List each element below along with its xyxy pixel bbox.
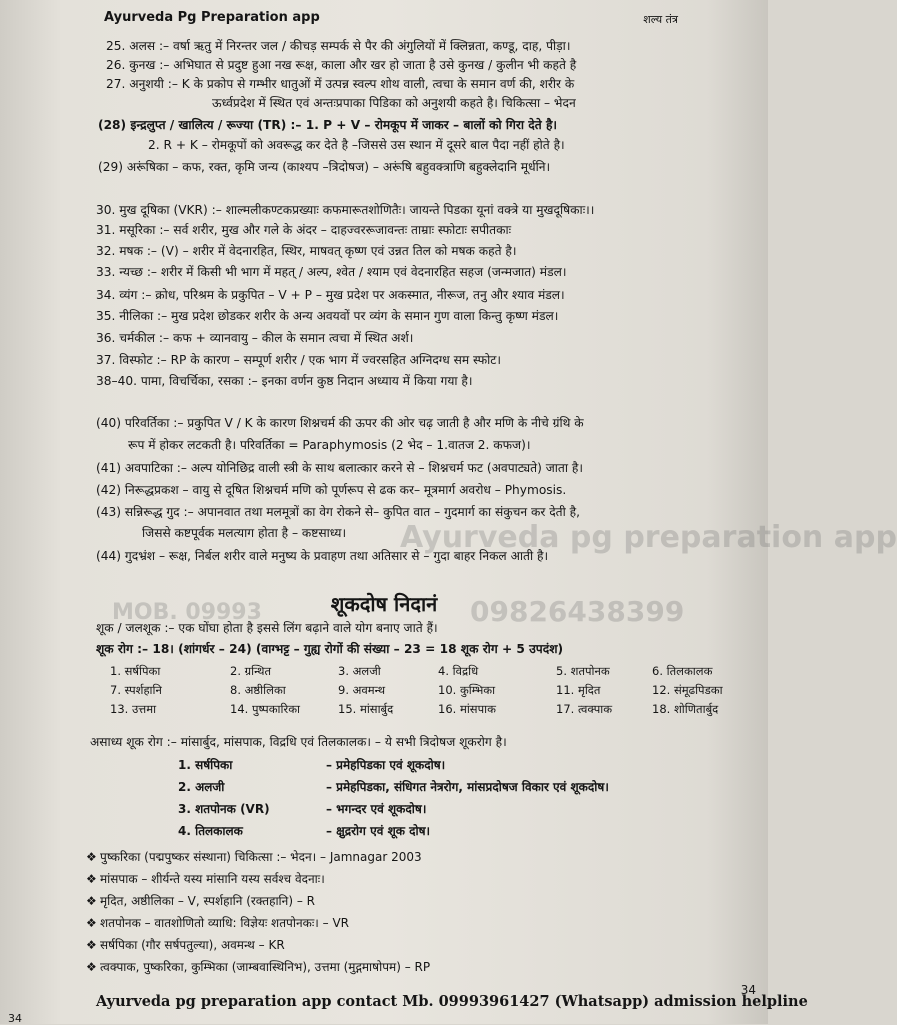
grid-cell: 1. सर्षपिका (110, 664, 161, 678)
section-name: शल्य तंत्र (643, 13, 678, 26)
text-line-l41: (41) अवपाटिका :– अल्प योनिछिद्र वाली स्त्री के साथ बलात्कार करने से – शिश्नचर्म फट (अवपाट्यते) जाता है। (96, 461, 583, 475)
diamond-bullet-icon: ❖ (86, 872, 97, 886)
grid-cell: 17. त्वक्पाक (556, 702, 613, 716)
diamond-bullet-icon: ❖ (86, 850, 97, 864)
grid-cell: 14. पुष्पकारिका (230, 702, 301, 716)
grid-cell: 3. अलजी (338, 664, 381, 678)
text-line-l33: 33. न्यच्छ :– शरीर में किसी भी भाग में महत् / अल्प, श्वेत / श्याम एवं वेदनारहित सहज (जन्मजात) मंडल। (96, 265, 567, 279)
asadhya-disease: 2. अलजी (178, 780, 225, 794)
app-name: Ayurveda Pg Preparation app (104, 10, 320, 25)
text-line-l25: 25. अलस :– वर्षा ऋतु में निरन्तर जल / कीचड़ सम्पर्क से पैर की अंगुलियों में क्लिन्नता, कण्डू, दाह, पीड़ा। (106, 39, 571, 53)
grid-row (104, 702, 744, 721)
grid-row (104, 664, 744, 683)
text-line-l27b: ऊर्ध्वप्रदेश में स्थित एवं अन्तःप्रपाका पिडिका को अनुशयी कहते है। चिकित्सा – भेदन (212, 96, 576, 110)
bullet-item (86, 914, 349, 936)
bullet-item (86, 870, 325, 892)
bullet-text: पुष्करिका (पद्मपुष्कर संस्थाना) चिकित्सा :– भेदन। – Jamnagar 2003 (100, 850, 422, 864)
text-line-l34: 34. व्यंग :– क्रोध, परिश्रम के प्रकुपित – V + P – मुख प्रदेश पर अकस्मात, नीरूज, तनु और श्याव मंडल। (96, 288, 565, 302)
text-line-s1: शूक / जलशूक :– एक घोंघा होता है इससे लिंग बढ़ाने वाले योग बनाए जाते हैं। (96, 621, 438, 635)
bullet-item (86, 958, 430, 980)
asadhya-disease: 1. सर्षपिका (178, 758, 233, 772)
text-line-l42: (42) निरूद्धप्रकश – वायु से दूषित शिश्नचर्म मणि को पूर्णरूप से ढक कर– मूत्रमार्ग अवरोध – Phymosis. (96, 483, 567, 497)
text-line-l43b: जिससे कष्टपूर्वक मलत्याग होता है – कष्टसाध्य। (142, 526, 347, 540)
asadhya-description: – प्रमेहपिडका, संधिगत नेत्ररोग, मांसप्रदोषज विकार एवं शूकदोष। (326, 780, 609, 794)
diamond-bullet-icon: ❖ (86, 960, 97, 974)
page-number: 34 (740, 983, 756, 997)
watermark-mob: MOB. 09993 (112, 600, 262, 625)
asadhya-disease: 3. शतपोनक (VR) (178, 802, 270, 816)
bullet-item (86, 892, 315, 914)
grid-cell: 10. कुम्भिका (438, 683, 496, 697)
bullet-text: मांसपाक – शीर्यन्ते यस्य मांसानि यस्य सर्वश्च वेदनाः। (100, 872, 325, 886)
text-line-s2: शूक रोग :– 18। (शांगर्धर – 24) (वाग्भट्ट – गुह्य रोगों की संख्या – 23 = 18 शूक रोग + 5 उपदंश) (96, 642, 564, 656)
asadhya-description: – प्रमेहपिडका एवं शूकदोष। (326, 758, 446, 772)
text-line-l26: 26. कुनख :– अभिघात से प्रदुष्ट हुआ नख रूक्ष, काला और खर हो जाता है उसे कुनख / कुलीन भी कहते है (106, 58, 577, 72)
bullet-text: शतपोनक – वातशोणितो व्याधि: विज्ञेयः शतपोनकः। – VR (100, 916, 350, 930)
grid-cell: 16. मांसपाक (438, 702, 496, 716)
grid-cell: 11. मृदित (556, 683, 601, 697)
section-title: शूकदोष निदानं (330, 592, 438, 616)
shuka-roga-list (104, 664, 744, 721)
text-line-s3: असाध्य शूक रोग :– मांसार्बुद, मांसपाक, विद्रधि एवं तिलकालक। – ये सभी त्रिदोषज शूकरोग है। (90, 735, 507, 749)
text-line-l40b: रूप में होकर लटकती है। परिवर्तिका = Paraphymosis (2 भेद – 1.वातज 2. कफज)। (128, 438, 531, 452)
asadhya-description: – भगन्दर एवं शूकदोष। (326, 802, 427, 816)
grid-cell: 9. अवमन्थ (338, 683, 386, 697)
text-line-l31: 31. मसूरिका :– सर्व शरीर, मुख और गले के अंदर – दाहज्वररूजावन्तः ताम्राः स्फोटाः सपीतकाः (96, 223, 512, 237)
bullet-item (86, 848, 422, 870)
diamond-bullet-icon: ❖ (86, 938, 97, 952)
asadhya-disease: 4. तिलकालक (178, 824, 243, 838)
grid-cell: 5. शतपोनक (556, 664, 610, 678)
text-line-l36: 36. चर्मकील :– कफ + व्यानवायु – कील के समान त्वचा में स्थित अर्श। (96, 331, 414, 345)
bullet-text: सर्षपिका (गौर सर्षपतुल्या), अवमन्थ – KR (100, 938, 285, 952)
text-line-l30: 30. मुख दूषिका (VKR) :– शाल्मलीकण्टकप्रख्याः कफमारूतशोणितैः। जायन्ते पिडका यूनां वक्त्रे या मुखदूषिकाः।। (96, 203, 595, 217)
grid-cell: 12. संमूढपिडका (652, 683, 723, 697)
bullet-text: मृदित, अष्ठीलिका – V, स्पर्शहानि (रक्तहानि) – R (100, 894, 315, 908)
diamond-bullet-icon: ❖ (86, 894, 97, 908)
text-line-l37: 37. विस्फोट :– RP के कारण – सम्पूर्ण शरीर / एक भाग में ज्वरसहित अग्निदग्ध सम स्फोट। (96, 353, 502, 367)
grid-cell: 13. उत्तमा (110, 702, 157, 716)
text-line-l40: (40) परिवर्तिका :– प्रकुपित V / K के कारण शिश्नचर्म की ऊपर की ओर चढ़ जाती है और मणि के नीचे ग्रंथि के (96, 416, 584, 430)
footer-text: Ayurveda pg preparation app contact Mb. 09993961427 (Whatsapp) admission helpline (96, 993, 808, 1010)
text-line-l38: 38–40. पामा, विचर्चिका, रसका :– इनका वर्णन कुष्ठ निदान अध्याय में किया गया है। (96, 374, 473, 388)
text-line-l32: 32. मषक :– (V) – शरीर में वेदनारहित, स्थिर, माषवत् कृष्ण एवं उन्नत तिल को मषक कहते है। (96, 244, 517, 258)
text-line-l43: (43) सन्निरूद्ध गुद :– अपानवात तथा मलमूत्रों का वेग रोकने से– कुपित वात – गुदमार्ग का संकुचन कर देती है, (96, 505, 580, 519)
diamond-bullet-icon: ❖ (86, 916, 97, 930)
page-header (104, 10, 678, 30)
grid-cell: 6. तिलकालक (652, 664, 713, 678)
watermark-app: Ayurveda pg preparation app (400, 520, 897, 555)
grid-cell: 7. स्पर्शहानि (110, 683, 162, 697)
text-line-l28b: 2. R + K – रोमकूपों को अवरूद्ध कर देते है –जिससे उस स्थान में दूसरे बाल पैदा नहीं होते है। (148, 138, 565, 152)
text-line-l28: (28) इन्द्रलुप्त / खालित्य / रूज्या (TR) :– 1. P + V – रोमकूप में जाकर – बालों को गिरा देते है। (98, 118, 558, 132)
grid-cell: 2. ग्रन्थित (230, 664, 272, 678)
text-line-l44: (44) गुदभ्रंश – रूक्ष, निर्बल शरीर वाले मनुष्य के प्रवाहण तथा अतिसार से – गुदा बाहर निकल आती है। (96, 549, 549, 563)
page-number-corner: 34 (8, 1012, 22, 1025)
bullet-item (86, 936, 285, 958)
grid-cell: 8. अष्ठीलिका (230, 683, 286, 697)
grid-cell: 18. शोणितार्बुद (652, 702, 719, 716)
asadhya-description: – क्षुद्ररोग एवं शूक दोष। (326, 824, 431, 838)
watermark-phone: 09826438399 (470, 595, 685, 628)
text-line-l27: 27. अनुशयी :– K के प्रकोप से गम्भीर धातुओं में उत्पन्न स्वल्प शोथ वाली, त्वचा के समान वर्ण की, शरीर के (106, 77, 575, 91)
grid-cell: 15. मांसार्बुद (338, 702, 394, 716)
text-line-l29: (29) अरूंषिका – कफ, रक्त, कृमि जन्य (काश्यप –त्रिदोषज) – अरूंषि बहुवक्त्राणि बहुक्लेदानि मूर्धनि। (98, 160, 551, 174)
grid-cell: 4. विद्रधि (438, 664, 479, 678)
text-line-l35: 35. नीलिका :– मुख प्रदेश छोडकर शरीर के अन्य अवयवों पर व्यंग के समान गुण वाला किन्तु कृष्ण मंडल। (96, 309, 559, 323)
grid-row (104, 683, 744, 702)
bullet-text: त्वक्पाक, पुष्करिका, कुम्भिका (जाम्बवास्थिनिभ), उत्तमा (मुद्गमाषोपम) – RP (100, 960, 431, 974)
